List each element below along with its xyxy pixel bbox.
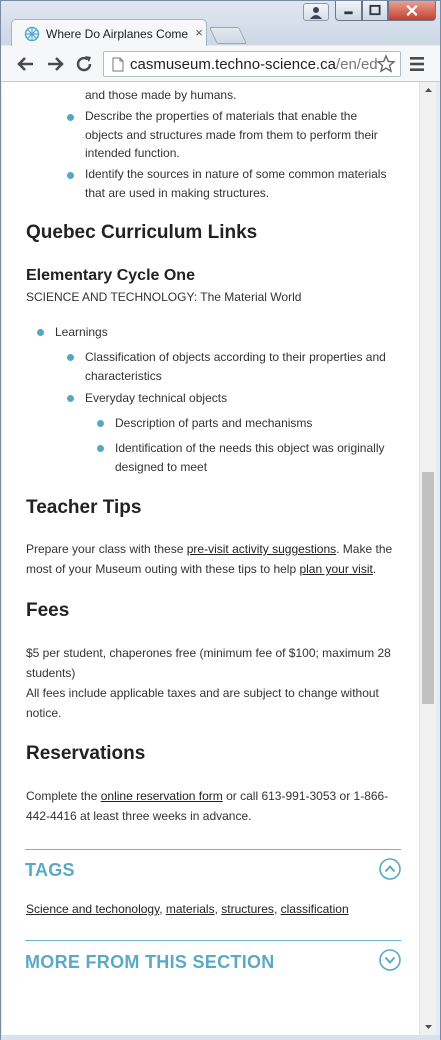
list-item-learnings: Learnings (55, 325, 108, 339)
section-heading-reservations: Reservations (26, 743, 146, 764)
hamburger-menu-icon[interactable] (407, 55, 427, 73)
list-item-text: Description of parts and mechanisms (115, 416, 313, 430)
list-item-text: intended function. (85, 146, 180, 160)
text: or call 613-991-3053 or 1-866- (222, 789, 389, 803)
window-frame-bottom (1, 1035, 440, 1040)
list-item-text: that are used in making structures. (85, 186, 270, 200)
text: . Make the (336, 542, 393, 556)
title-bar (1, 1, 440, 45)
list-bullet (67, 172, 74, 179)
tab-close-icon[interactable]: × (195, 25, 203, 40)
plan-your-visit-link[interactable]: plan your visit (299, 562, 373, 576)
text: . (372, 562, 377, 576)
tag-link[interactable]: materials (165, 902, 215, 916)
tab-title: Where Do Airplanes Come (46, 27, 189, 41)
teacher-tips-line-1 (26, 539, 392, 559)
pre-visit-activity-link[interactable]: pre-visit activity suggestions (186, 542, 337, 556)
fees-line: students) (26, 666, 76, 680)
list-item-text: Everyday technical objects (85, 391, 228, 405)
fees-line: All fees include applicable taxes and are subject to change without (26, 686, 379, 700)
scrollbar-thumb[interactable] (422, 472, 434, 704)
window-controls (335, 1, 437, 21)
bookmark-star-icon[interactable] (376, 54, 396, 74)
url-path: /en/ed (335, 56, 378, 73)
fees-line: notice. (26, 706, 62, 720)
subheading-elementary-cycle: Elementary Cycle One (26, 267, 195, 284)
list-item-text: Classification of objects according to their properties and (85, 350, 386, 364)
list-item-text: objects and structures made from them to perform their (85, 128, 378, 142)
minimize-button[interactable] (335, 1, 362, 21)
address-bar[interactable] (103, 51, 401, 77)
scroll-up-arrow-icon[interactable] (420, 82, 437, 99)
text: Prepare your class with these (26, 542, 187, 556)
person-icon (304, 4, 328, 20)
forward-arrow-icon[interactable] (45, 54, 65, 74)
tag-separator: , (273, 902, 281, 916)
section-heading-teacher-tips: Teacher Tips (26, 497, 142, 518)
list-item-text: Identify the sources in nature of some common materials (85, 167, 387, 181)
teacher-tips-line-2 (26, 559, 376, 579)
tags-list (26, 899, 349, 919)
reload-icon[interactable] (74, 54, 94, 74)
tag-link[interactable]: classification (280, 902, 349, 916)
tag-separator: , (159, 902, 166, 916)
minimize-icon (336, 1, 361, 20)
list-bullet (67, 354, 74, 361)
list-bullet (67, 114, 74, 121)
more-from-section-title[interactable]: MORE FROM THIS SECTION (25, 952, 275, 972)
page-icon (112, 57, 124, 72)
reservations-line-2: 442-4416 at least three weeks in advance. (26, 809, 252, 823)
text: most of your Museum outing with these tips to help (26, 562, 300, 576)
new-tab-button[interactable] (209, 27, 247, 44)
maximize-icon (363, 1, 387, 20)
list-bullet (37, 329, 44, 336)
browser-toolbar (1, 46, 440, 82)
fees-line: $5 per student, chaperones free (minimum fee of $100; maximum 28 (26, 646, 391, 660)
list-item-text: Describe the properties of materials that enable the (85, 109, 358, 123)
profile-button[interactable] (303, 3, 329, 21)
maximize-button[interactable] (362, 1, 388, 21)
vertical-scrollbar[interactable] (419, 82, 436, 1035)
tag-separator: , (214, 902, 222, 916)
url-host: casmuseum.techno-science.ca (130, 56, 336, 73)
chevron-up-icon[interactable] (379, 858, 401, 880)
list-bullet (67, 395, 74, 402)
section-heading-fees: Fees (26, 600, 70, 621)
close-icon (389, 1, 435, 20)
tags-title[interactable]: TAGS (25, 860, 75, 880)
list-item-text: characteristics (85, 369, 162, 383)
tag-link[interactable]: structures (221, 902, 274, 916)
list-bullet (97, 445, 104, 452)
url-text (130, 56, 378, 73)
reservations-line-1 (26, 786, 388, 806)
list-item-text: Identification of the needs this object was originally (115, 441, 385, 455)
scroll-down-arrow-icon[interactable] (420, 1018, 437, 1035)
browser-tab[interactable] (11, 19, 207, 47)
page-viewport (2, 82, 419, 1035)
museum-favicon-icon (24, 26, 40, 42)
list-bullet (97, 420, 104, 427)
online-reservation-form-link[interactable]: online reservation form (100, 789, 223, 803)
close-window-button[interactable] (388, 1, 436, 21)
text: Complete the (26, 789, 101, 803)
more-section-divider (25, 940, 401, 941)
list-item-text: designed to meet (115, 460, 208, 474)
subject-line: SCIENCE AND TECHNOLOGY: The Material World (26, 290, 302, 304)
section-heading-quebec: Quebec Curriculum Links (26, 222, 258, 243)
list-item-text: and those made by humans. (85, 88, 237, 102)
chevron-down-icon[interactable] (379, 949, 401, 971)
back-arrow-icon[interactable] (16, 54, 36, 74)
tags-divider (25, 849, 401, 850)
tag-link[interactable]: Science and techonology (26, 902, 160, 916)
